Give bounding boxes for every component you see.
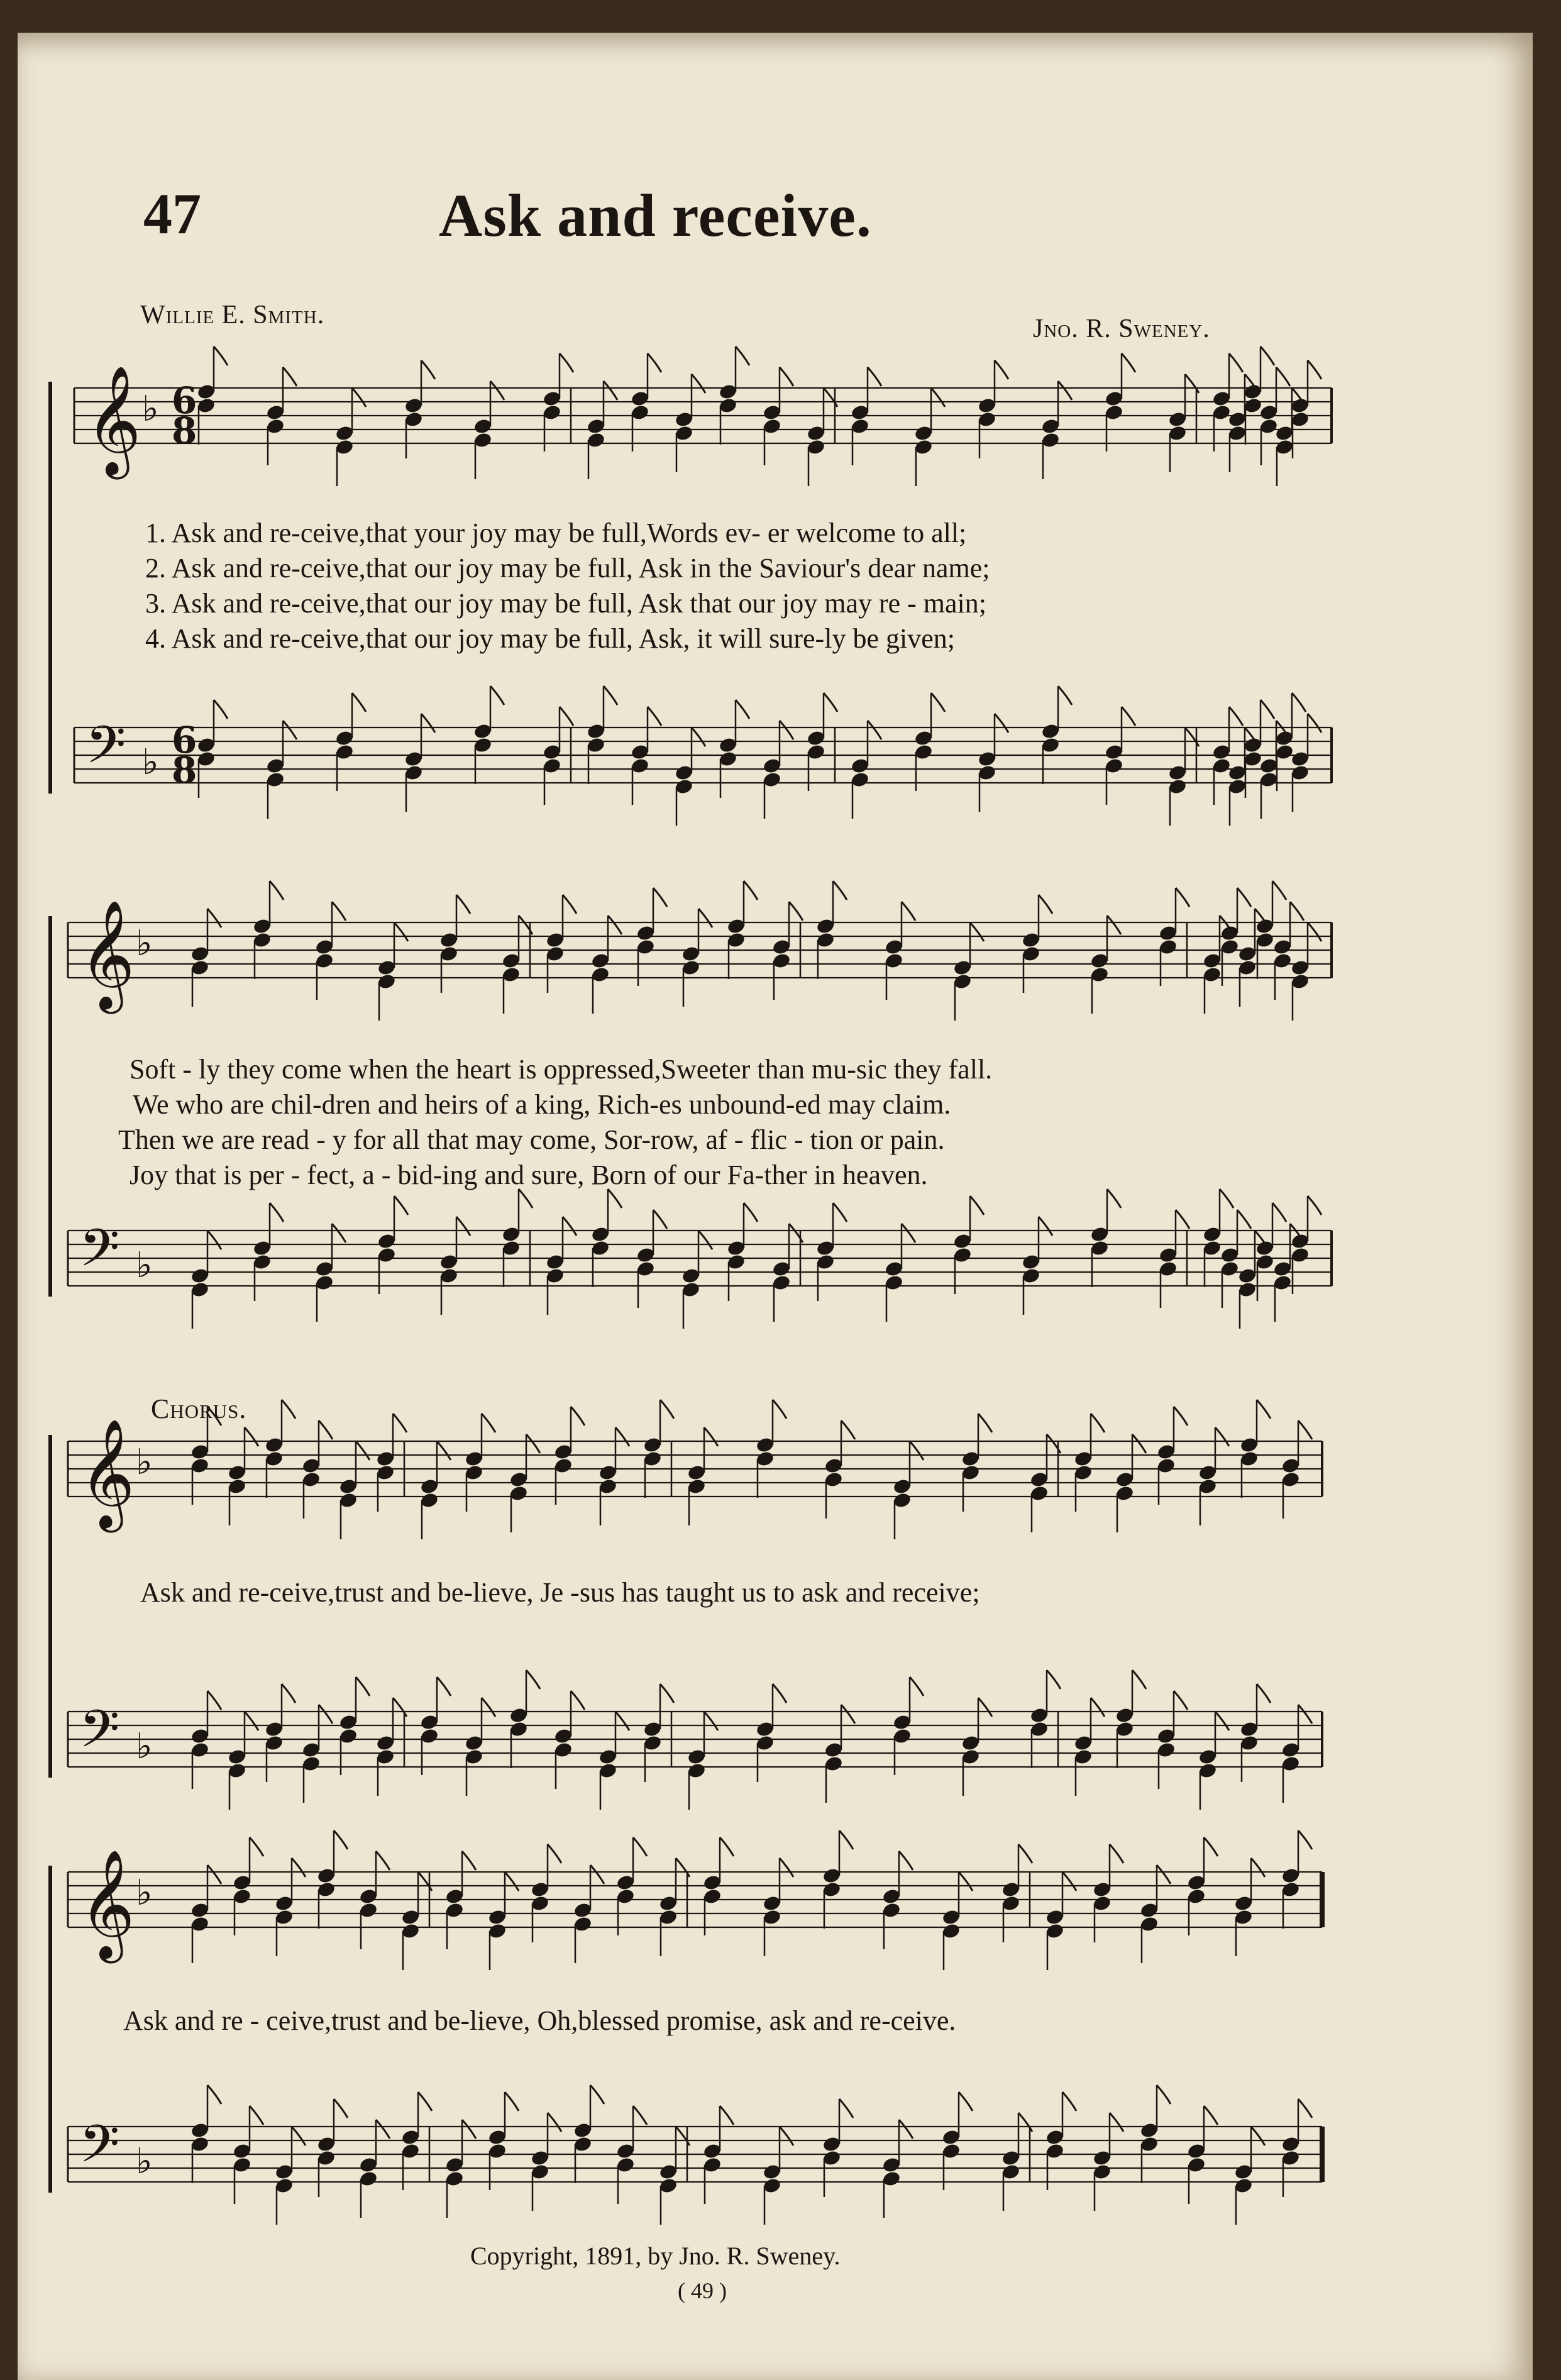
note-flag [692, 374, 705, 393]
note-flag [394, 1196, 408, 1215]
bass-clef-icon: 𝄢 [85, 714, 126, 788]
note-flag [902, 902, 915, 921]
note-flag [1122, 707, 1135, 726]
note-flag [590, 2085, 604, 2104]
hymn-title: Ask and receive. [439, 182, 872, 249]
note-flag [660, 1400, 674, 1419]
note-flag [283, 721, 297, 739]
note-flag [978, 1414, 992, 1432]
note-flag [245, 1427, 258, 1446]
verse-4-line-1: 4. Ask and re-ceive,that our joy may be full, Ask, it will sure-ly be given; [145, 623, 955, 654]
note-flag [490, 686, 504, 705]
note-flag [437, 1677, 451, 1696]
note-flag [250, 1837, 263, 1856]
note-flag [1272, 1203, 1286, 1222]
note-flag [393, 1698, 407, 1717]
note-flag [590, 1865, 604, 1884]
note-flag [1298, 1420, 1312, 1439]
author-credit: Willie E. Smith. [140, 301, 325, 329]
note-flag [352, 693, 366, 712]
flat-key-signature-icon: ♭ [142, 742, 159, 783]
note-flag [970, 1196, 984, 1215]
note-flag [780, 367, 793, 386]
note-flag [899, 1851, 913, 1870]
note-flag [207, 1691, 221, 1710]
note-flag [207, 2085, 221, 2104]
note-flag [1298, 1830, 1312, 1849]
note-flag [1107, 1189, 1121, 1208]
note-flag [1132, 1670, 1146, 1689]
note-flag [780, 1858, 793, 1877]
note-flag [1204, 1837, 1218, 1856]
note-flag [1260, 346, 1274, 365]
note-flag [1215, 1427, 1229, 1446]
note-flag [1018, 2113, 1032, 2132]
note-flag [292, 2127, 306, 2145]
flat-key-signature-icon: ♭ [136, 1873, 153, 1913]
note-flag [352, 388, 366, 407]
flat-key-signature-icon: ♭ [136, 2141, 153, 2182]
note-flag [633, 1837, 647, 1856]
note-flag [692, 728, 705, 746]
note-flag [833, 1203, 847, 1222]
note-flag [773, 1400, 786, 1419]
note-flag [1308, 360, 1321, 379]
note-flag [704, 1712, 718, 1730]
note-flag [462, 2120, 476, 2139]
note-flag [1251, 2127, 1265, 2145]
note-flag [720, 1837, 734, 1856]
verse-2-line-1: 2. Ask and re-ceive,that our joy may be full, Ask in the Saviour's dear name; [145, 553, 990, 584]
flat-key-signature-icon: ♭ [136, 1726, 153, 1767]
verse-4-line-2: Joy that is per - fect, a - bid-ing and sure, Born of our Fa-ther in heaven. [130, 1160, 928, 1190]
bass-clef-icon: 𝄢 [79, 2113, 120, 2187]
note-flag [376, 1851, 390, 1870]
note-flag [660, 1684, 674, 1703]
note-flag [1251, 1858, 1265, 1877]
verse-3-line-1: 3. Ask and re-ceive,that our joy may be full, Ask that our joy may re - main; [145, 588, 987, 619]
verse-1-line-2: Soft - ly they come when the heart is oppressed,Sweeter than mu-sic they fall. [130, 1054, 993, 1085]
note-flag [839, 2099, 853, 2118]
treble-clef-icon: 𝄞 [79, 1849, 135, 1959]
note-flag [250, 2106, 263, 2125]
note-flag [910, 1677, 924, 1696]
note-flag [1091, 1414, 1105, 1432]
note-flag [995, 714, 1008, 733]
note-flag [356, 1441, 370, 1460]
note-flag [571, 1407, 585, 1425]
chorus-label: Chorus. [151, 1393, 247, 1424]
note-flag [959, 2092, 973, 2111]
treble-clef-icon: 𝄞 [79, 900, 135, 1009]
note-flag [789, 902, 803, 921]
note-flag [334, 1830, 348, 1849]
bass-clef-icon: 𝄢 [79, 1217, 120, 1291]
note-flag [698, 1231, 712, 1249]
note-flag [1157, 1865, 1171, 1884]
note-flag [482, 1414, 495, 1432]
note-flag [418, 2092, 432, 2111]
note-flag [1062, 1872, 1076, 1891]
note-flag [839, 1830, 853, 1849]
note-flag [334, 2099, 348, 2118]
note-flag [394, 922, 408, 941]
note-flag [615, 1427, 629, 1446]
chorus-line-1: Ask and re-ceive,trust and be-lieve, Je -sus has taught us to ask and receive; [140, 1577, 980, 1608]
note-flag [648, 353, 661, 372]
note-flag [744, 881, 758, 900]
chorus-line-2: Ask and re - ceive,trust and be-lieve, Oh,blessed promise, ask and re-ceive. [123, 2005, 956, 2036]
flat-key-signature-icon: ♭ [136, 1245, 153, 1286]
note-flag [548, 1844, 561, 1863]
hymn-number: 47 [143, 182, 201, 246]
note-flag [698, 909, 712, 927]
verse-2-line-2: We who are chil-dren and heirs of a king, Rich-es unbound-ed may claim. [133, 1089, 951, 1120]
note-flag [1308, 922, 1321, 941]
note-flag [1176, 1210, 1189, 1229]
note-flag [1176, 888, 1189, 907]
note-flag [1122, 353, 1135, 372]
note-flag [910, 1441, 924, 1460]
note-flag [1174, 1407, 1188, 1425]
note-flag [1237, 888, 1251, 907]
flat-key-signature-icon: ♭ [142, 389, 159, 429]
note-flag [519, 1189, 532, 1208]
note-flag [902, 1224, 915, 1243]
note-flag [1215, 1712, 1229, 1730]
note-flag [505, 1872, 519, 1891]
note-flag [1107, 916, 1121, 934]
copyright-notice: Copyright, 1891, by Jno. R. Sweney. [470, 2242, 841, 2270]
note-flag [207, 1865, 221, 1884]
note-flag [648, 707, 661, 726]
note-flag [1039, 895, 1052, 914]
note-flag [780, 721, 793, 739]
composer-credit: Jno. R. Sweney. [1033, 314, 1210, 343]
note-flag [393, 1414, 407, 1432]
note-flag [841, 1420, 855, 1439]
note-flag [1058, 381, 1072, 400]
note-flag [548, 2113, 561, 2132]
note-flag [1298, 1705, 1312, 1724]
note-flag [736, 700, 749, 719]
note-flag [563, 1217, 576, 1236]
time-signature-bottom: 8 [172, 749, 197, 792]
note-flag [283, 367, 297, 386]
note-flag [970, 922, 984, 941]
note-flag [1298, 2099, 1312, 2118]
note-flag [332, 1224, 346, 1243]
note-flag [1185, 374, 1199, 393]
note-flag [1062, 2092, 1076, 2111]
note-flag [1237, 1210, 1251, 1229]
note-flag [868, 721, 881, 739]
treble-clef-icon: 𝄞 [85, 365, 141, 475]
note-flag [1308, 1196, 1321, 1215]
note-flag [604, 686, 617, 705]
note-flag [653, 1210, 667, 1229]
note-flag [1058, 686, 1072, 705]
time-signature-top: 6 [172, 379, 197, 422]
note-flag [282, 1400, 295, 1419]
bass-clef-icon: 𝄢 [79, 1698, 120, 1772]
note-flag [1257, 1684, 1271, 1703]
note-flag [1290, 902, 1304, 921]
note-flag [563, 895, 576, 914]
verse-3-line-2: Then we are read - y for all that may come, Sor-row, af - flic - tion or pain. [118, 1124, 945, 1155]
note-flag [899, 2120, 913, 2139]
note-flag [736, 346, 749, 365]
treble-clef-icon: 𝄞 [79, 1419, 135, 1528]
note-flag [270, 1203, 284, 1222]
note-flag [456, 1217, 470, 1236]
note-flag [1110, 1844, 1123, 1863]
note-flag [214, 700, 228, 719]
note-flag [1204, 2106, 1218, 2125]
page-number: ( 49 ) [678, 2278, 727, 2303]
note-flag [526, 1434, 540, 1453]
flat-key-signature-icon: ♭ [136, 923, 153, 964]
note-flag [482, 1698, 495, 1717]
note-flag [207, 1231, 221, 1249]
note-flag [608, 1189, 622, 1208]
note-flag [560, 353, 573, 372]
note-flag [1039, 1217, 1052, 1236]
time-signature-top: 6 [172, 719, 197, 761]
note-flag [1257, 1400, 1271, 1419]
note-flag [1132, 1434, 1146, 1453]
note-flag [841, 1705, 855, 1724]
note-flag [1276, 367, 1290, 386]
note-flag [214, 346, 228, 365]
note-flag [615, 1712, 629, 1730]
note-flag [319, 1420, 333, 1439]
note-flag [1018, 1844, 1032, 1863]
note-flag [356, 1677, 370, 1696]
note-flag [1157, 2085, 1171, 2104]
note-flag [1229, 353, 1243, 372]
note-flag [604, 381, 617, 400]
note-flag [456, 895, 470, 914]
note-flag [1091, 1698, 1105, 1717]
note-flag [332, 902, 346, 921]
note-flag [526, 1670, 540, 1689]
note-flag [995, 360, 1008, 379]
note-flag [959, 1872, 973, 1891]
note-flag [282, 1684, 295, 1703]
note-flag [720, 2106, 734, 2125]
note-flag [245, 1712, 258, 1730]
note-flag [560, 707, 573, 726]
note-flag [824, 693, 837, 712]
note-flag [608, 916, 622, 934]
note-flag [1220, 1189, 1233, 1208]
note-flag [633, 2106, 647, 2125]
note-flag [376, 2120, 390, 2139]
note-flag [1272, 881, 1286, 900]
note-flag [931, 693, 945, 712]
note-flag [490, 381, 504, 400]
note-flag [868, 367, 881, 386]
note-flag [931, 388, 945, 407]
verse-1-line-1: 1. Ask and re-ceive,that your joy may be full,Words ev- er welcome to all; [145, 518, 967, 548]
note-flag [1292, 693, 1306, 712]
note-flag [207, 909, 221, 927]
note-flag [1308, 714, 1321, 733]
note-flag [1047, 1670, 1061, 1689]
time-signature-bottom: 8 [172, 409, 197, 452]
note-flag [505, 2092, 519, 2111]
flat-key-signature-icon: ♭ [136, 1442, 153, 1483]
note-flag [270, 881, 284, 900]
note-flag [571, 1691, 585, 1710]
note-flag [676, 1858, 690, 1877]
note-flag [1229, 707, 1243, 726]
note-flag [462, 1851, 476, 1870]
note-flag [421, 360, 435, 379]
note-flag [1174, 1691, 1188, 1710]
note-flag [437, 1441, 451, 1460]
note-flag [780, 2127, 793, 2145]
note-flag [1110, 2113, 1123, 2132]
note-flag [292, 1858, 306, 1877]
note-flag [421, 714, 435, 733]
note-flag [1260, 700, 1274, 719]
note-flag [319, 1705, 333, 1724]
note-flag [653, 888, 667, 907]
note-flag [978, 1698, 992, 1717]
note-flag [704, 1427, 718, 1446]
note-flag [773, 1684, 786, 1703]
hymn-page [18, 33, 1533, 2380]
note-flag [833, 881, 847, 900]
note-flag [744, 1203, 758, 1222]
